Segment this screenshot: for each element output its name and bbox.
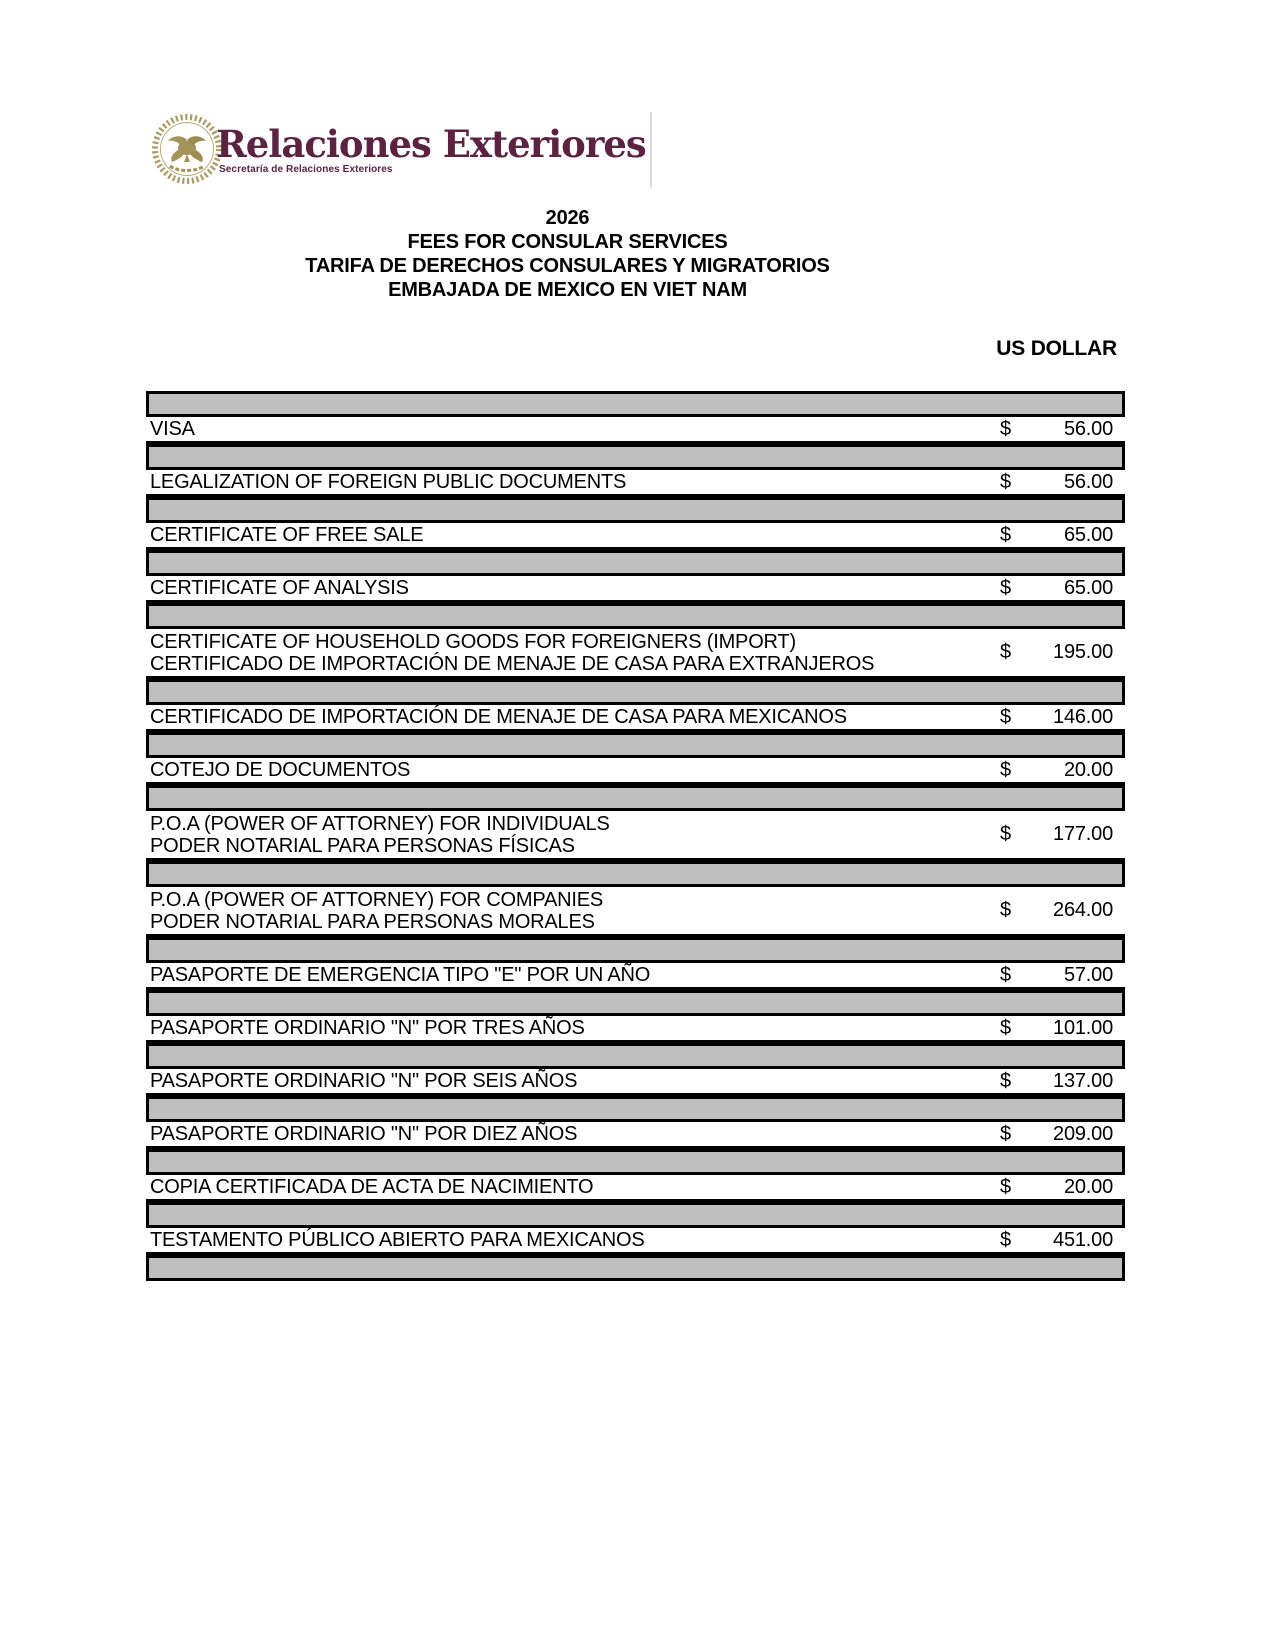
fee-amount-value: 264.00 [1053,899,1113,921]
currency-symbol: $ [1000,1069,1011,1092]
fee-description: LEGALIZATION OF FOREIGN PUBLIC DOCUMENTS [150,471,627,493]
currency-symbol: $ [1000,758,1011,781]
fee-amount [1000,899,1125,922]
fee-amount-value: 451.00 [1053,1228,1113,1251]
fee-amount [1000,1070,1125,1093]
fee-description: P.O.A (POWER OF ATTORNEY) FOR INDIVIDUALS PODER NOTARIAL PARA PERSONAS FÍSICAS [150,812,610,857]
fee-amount [1000,641,1125,664]
fee-table [146,391,1125,1281]
currency-symbol: $ [1000,705,1011,728]
table-row [146,1016,1125,1043]
fee-description: PASAPORTE ORDINARIO "N" POR DIEZ AÑOS [150,1123,578,1145]
fee-amount-value: 101.00 [1053,1016,1113,1039]
fee-amount-value: 209.00 [1053,1122,1113,1145]
table-row [146,576,1125,603]
document-title-block [145,206,990,302]
fee-description: P.O.A (POWER OF ATTORNEY) FOR COMPANIES PODER NOTARIAL PARA PERSONAS MORALES [150,888,604,933]
table-spacer-row [146,861,1125,887]
table-row [146,523,1125,550]
fee-description: PASAPORTE ORDINARIO "N" POR TRES AÑOS [150,1017,585,1039]
table-spacer-row [146,679,1125,705]
table-spacer-row [146,785,1125,811]
fee-amount-value: 65.00 [1063,576,1113,599]
fee-description: CERTIFICATE OF HOUSEHOLD GOODS FOR FOREIGNERS (IMPORT) CERTIFICADO DE IMPORTACIÓN DE MENAJE DE CASA PARA EXTRANJEROS [150,630,875,675]
brand-wordmark: Relaciones Exteriores [216,122,646,166]
logo-divider [650,112,652,188]
currency-symbol: $ [1000,899,1011,921]
table-spacer-row [146,497,1125,523]
currency-symbol: $ [1000,641,1011,663]
fee-amount [1000,418,1125,441]
brand-subtitle: Secretaría de Relaciones Exteriores [219,164,393,175]
fee-amount-value: 57.00 [1063,963,1113,986]
fee-amount-value: 146.00 [1053,705,1113,728]
fee-description: TESTAMENTO PÚBLICO ABIERTO PARA MEXICANOS [150,1229,645,1251]
table-spacer-row [146,391,1125,417]
title-spanish: TARIFA DE DERECHOS CONSULARES Y MIGRATORIOS [305,255,830,277]
currency-symbol: $ [1000,823,1011,845]
table-spacer-row [146,1043,1125,1069]
table-row [146,470,1125,497]
table-spacer-row [146,1255,1125,1281]
currency-symbol: $ [1000,1228,1011,1251]
table-row [146,417,1125,444]
table-spacer-row [146,550,1125,576]
table-row [146,1069,1125,1096]
currency-symbol: $ [1000,417,1011,440]
fee-description: PASAPORTE DE EMERGENCIA TIPO "E" POR UN AÑO [150,964,651,986]
currency-symbol: $ [1000,470,1011,493]
table-row [146,811,1125,861]
fee-amount-value: 56.00 [1063,417,1113,440]
fee-amount [1000,577,1125,600]
fee-description: CERTIFICATE OF FREE SALE [150,524,424,546]
currency-symbol: $ [1000,576,1011,599]
table-row [146,1175,1125,1202]
table-spacer-row [146,444,1125,470]
fee-description: COPIA CERTIFICADA DE ACTA DE NACIMIENTO [150,1176,594,1198]
fee-amount [1000,1176,1125,1199]
fee-amount-value: 65.00 [1063,523,1113,546]
fee-amount [1000,471,1125,494]
table-row [146,1122,1125,1149]
fee-amount [1000,1017,1125,1040]
table-row [146,887,1125,937]
table-row [146,758,1125,785]
currency-column-header: US DOLLAR [996,337,1117,360]
table-spacer-row [146,1202,1125,1228]
fee-amount [1000,759,1125,782]
mexican-coat-of-arms-seal-icon [148,110,226,193]
table-spacer-row [146,937,1125,963]
currency-symbol: $ [1000,523,1011,546]
currency-symbol: $ [1000,1122,1011,1145]
currency-symbol: $ [1000,1016,1011,1039]
fee-amount [1000,1123,1125,1146]
title-english: FEES FOR CONSULAR SERVICES [407,231,728,253]
currency-symbol: $ [1000,963,1011,986]
fee-amount-value: 20.00 [1063,758,1113,781]
fee-description: VISA [150,418,195,440]
table-row [146,1228,1125,1255]
fee-amount-value: 195.00 [1053,641,1113,663]
fee-amount-value: 20.00 [1063,1175,1113,1198]
fee-description: CERTIFICADO DE IMPORTACIÓN DE MENAJE DE CASA PARA MEXICANOS [150,706,847,728]
table-spacer-row [146,603,1125,629]
title-embassy: EMBAJADA DE MEXICO EN VIET NAM [388,279,747,301]
table-spacer-row [146,1149,1125,1175]
fee-amount-value: 177.00 [1053,823,1113,845]
title-year: 2026 [545,207,590,229]
fee-amount-value: 56.00 [1063,470,1113,493]
table-row [146,705,1125,732]
table-row [146,963,1125,990]
table-spacer-row [146,990,1125,1016]
fee-amount [1000,964,1125,987]
fee-amount [1000,823,1125,846]
table-spacer-row [146,732,1125,758]
fee-amount [1000,524,1125,547]
fee-description: CERTIFICATE OF ANALYSIS [150,577,409,599]
table-row [146,629,1125,679]
fee-description: PASAPORTE ORDINARIO "N" POR SEIS AÑOS [150,1070,578,1092]
currency-symbol: $ [1000,1175,1011,1198]
fee-description: COTEJO DE DOCUMENTOS [150,759,411,781]
fee-amount-value: 137.00 [1053,1069,1113,1092]
fee-amount [1000,1229,1125,1252]
table-spacer-row [146,1096,1125,1122]
fee-amount [1000,706,1125,729]
